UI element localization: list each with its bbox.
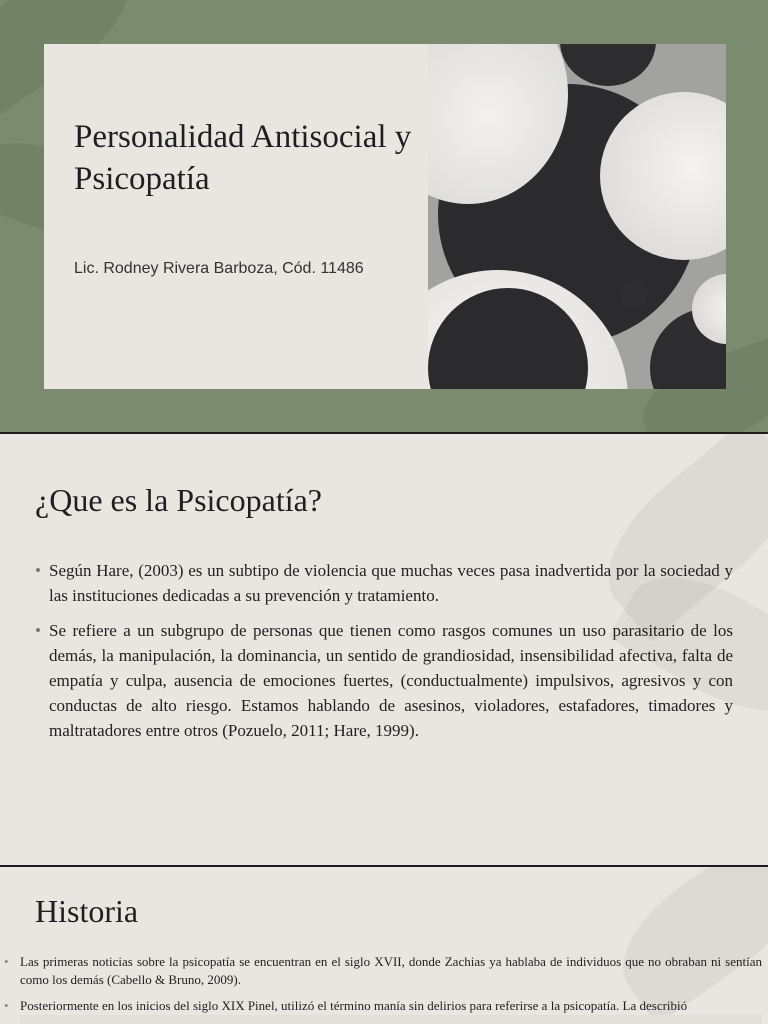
bullet-item <box>4 953 762 989</box>
bullet-text: Según Hare, (2003) es un subtipo de violencia que muchas veces pasa inadvertida por la sociedad y las instituciones dedicadas a su prevención y tratamiento. <box>49 561 733 605</box>
cut-off-text-region <box>20 1015 762 1024</box>
bullet-item <box>35 618 733 743</box>
bullet-glyph: • <box>4 998 9 1013</box>
bullet-glyph: • <box>4 954 9 969</box>
title-slide <box>0 0 768 432</box>
bullet-text: Las primeras noticias sobre la psicopatía se encuentran en el siglo XVII, donde Zachias ya hablaba de individuos que no obraban ni sentían como los demás (Cabello & Bruno, 2009). <box>20 954 762 987</box>
bullet-list <box>4 953 762 1023</box>
bullet-text: Se refiere a un subgrupo de personas que tienen como rasgos comunes un uso parasitario de los demás, la manipulación, la dominancia, un sentido de grandiosidad, insensibilidad afectiva, falta de empatía y culpa, ausencia de emociones fuertes, (conductualmente) impulsivos, agresivos y con conductas de alto riesgo. Estamos hablando de asesinos, violadores, estafadores, timadores y maltratadores entre otros (Pozuelo, 2011; Hare, 1999). <box>49 621 733 740</box>
bullet-glyph: • <box>35 561 41 580</box>
presentation-subtitle: Lic. Rodney Rivera Barboza, Cód. 11486 <box>74 260 364 277</box>
slide-heading: ¿Que es la Psicopatía? <box>35 482 322 518</box>
title-card <box>44 44 428 389</box>
bullet-item <box>35 558 733 608</box>
bullet-item <box>4 997 762 1015</box>
dark-circle <box>620 280 648 308</box>
slide-heading: Historia <box>35 893 139 929</box>
bullet-text: Posteriormente en los inicios del siglo XIX Pinel, utilizó el término manía sin delirios para referirse a la psicopatía. La describió <box>20 998 688 1013</box>
bullet-list <box>35 558 733 753</box>
history-slide <box>0 867 768 1024</box>
abstract-circles-image <box>428 44 726 389</box>
presentation-title: Personalidad Antisocial y Psicopatía <box>74 119 412 197</box>
definition-slide <box>0 434 768 865</box>
bullet-glyph: • <box>35 621 41 640</box>
dark-circle <box>560 44 656 86</box>
